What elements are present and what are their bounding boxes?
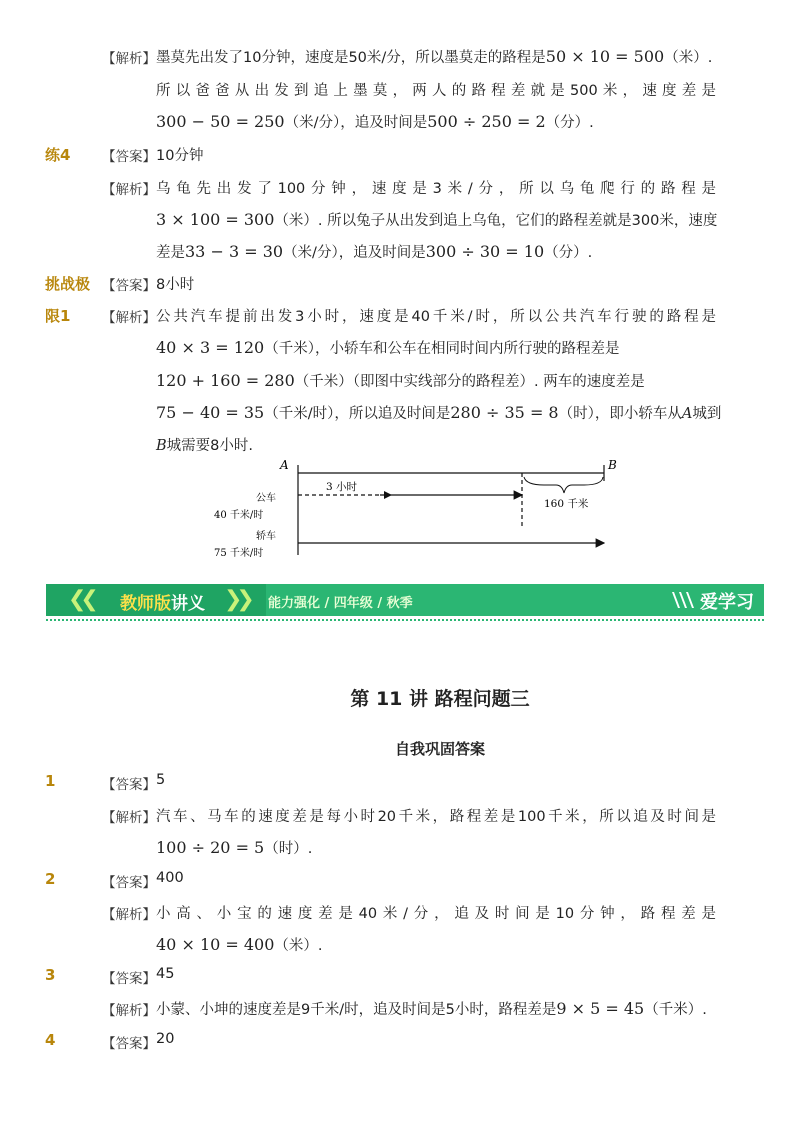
answer-tag: 【答案】 — [102, 1036, 156, 1052]
text-line: 3 × 100 = 300（米）. 所以兔子从出发到追上乌龟，它们的路程差就是300米，速度 — [156, 210, 718, 229]
distance-label: 160 千米 — [544, 498, 589, 510]
analysis-tag: 【解析】 — [102, 907, 156, 923]
brand-logo-icon — [670, 590, 698, 610]
analysis-tag: 【解析】 — [102, 310, 156, 326]
answer-value: 8小时 — [156, 277, 195, 293]
banner-title-b: 讲义 — [171, 594, 205, 614]
answer-tag: 【答案】 — [102, 777, 156, 793]
text-line: 汽车、马车的速度差是每小时20千米，路程差是100千米，所以追及时间是 — [156, 809, 716, 825]
text-line: 所以爸爸从出发到追上墨莫，两人的路程差就是500米，速度差是 — [156, 83, 716, 99]
pursuit-diagram — [200, 455, 630, 567]
text-line: 乌龟先出发了100分钟，速度是3米/分，所以乌龟爬行的路程是 — [156, 181, 716, 197]
text-line: 40 × 3 = 120（千米），小轿车和公车在相同时间内所行驶的路程差是 — [156, 338, 620, 357]
car-label: 轿车 — [256, 531, 276, 542]
bus-label: 公车 — [256, 493, 276, 504]
item-number: 4 — [45, 1031, 56, 1049]
point-b-label: B — [608, 458, 617, 472]
banner-breadcrumb: 能力强化 / 四年级 / 秋季 — [268, 596, 413, 611]
banner-title — [120, 589, 205, 614]
analysis-tag: 【解析】 — [102, 1003, 156, 1019]
item-number: 练4 — [45, 146, 71, 164]
chevron-left-icon: ❮❮ — [68, 587, 93, 612]
text-line: 75 − 40 = 35（千米/时），所以追及时间是280 ÷ 35 = 8（时），即小轿车从A城到 — [156, 403, 722, 422]
distance-brace — [524, 477, 603, 493]
answer-tag: 【答案】 — [102, 971, 156, 987]
text-line: 小蒙、小坤的速度差是9千米/时，追及时间是5小时，路程差是9 × 5 = 45（千米）. — [156, 999, 707, 1018]
analysis-tag: 【解析】 — [102, 810, 156, 826]
car-speed-label: 75 千米/时 — [214, 548, 264, 559]
answer-tag: 【答案】 — [102, 875, 156, 891]
answer-value: 20 — [156, 1031, 175, 1047]
chevron-right-icon: ❯❯ — [224, 587, 249, 612]
banner-title-a: 教师版 — [120, 594, 171, 614]
bus-speed-label: 40 千米/时 — [214, 510, 264, 521]
lecture-title: 第 11 讲 路程问题三 — [350, 688, 530, 710]
text-line: 40 × 10 = 400（米）. — [156, 935, 323, 954]
text-line: 300 − 50 = 250（米/分），追及时间是500 ÷ 250 = 2（分）. — [156, 112, 594, 131]
text-line: 墨莫先出发了10分钟，速度是50米/分，所以墨莫走的路程是50 × 10 = 500（米）. — [156, 47, 713, 66]
item-number: 3 — [45, 966, 56, 984]
brand-name: 爱学习 — [700, 592, 754, 613]
banner-dotted-divider — [46, 619, 764, 621]
text-line: 差是33 − 3 = 30（米/分），追及时间是300 ÷ 30 = 10（分）. — [156, 242, 593, 261]
answer-value: 5 — [156, 772, 166, 788]
text-line: 100 ÷ 20 = 5（时）. — [156, 838, 313, 857]
answer-value: 400 — [156, 870, 184, 886]
answer-value: 45 — [156, 966, 175, 982]
text-line: 小高、小宝的速度差是40米/分，追及时间是10分钟，路程差是 — [156, 906, 716, 922]
analysis-tag: 【解析】 — [102, 182, 156, 198]
bus-arrow-mid — [384, 491, 392, 499]
answer-tag: 【答案】 — [102, 278, 156, 294]
hours-label: 3 小时 — [326, 481, 358, 493]
section-title: 自我巩固答案 — [394, 740, 485, 758]
item-number: 挑战极 — [45, 275, 91, 293]
answer-tag: 【答案】 — [102, 149, 156, 165]
item-number: 1 — [45, 772, 56, 790]
header-banner — [46, 584, 764, 616]
text-line: 120 + 160 = 280（千米）（即图中实线部分的路程差）. 两车的速度差是 — [156, 371, 645, 390]
text-line: 公共汽车提前出发3小时，速度是40千米/时，所以公共汽车行驶的路程是 — [156, 309, 716, 325]
text-line: B城需要8小时. — [156, 438, 253, 454]
point-a-label: A — [280, 458, 289, 472]
answer-value: 10分钟 — [156, 148, 204, 164]
item-number-cont: 限1 — [45, 307, 71, 325]
analysis-tag: 【解析】 — [102, 51, 156, 67]
item-number: 2 — [45, 870, 56, 888]
